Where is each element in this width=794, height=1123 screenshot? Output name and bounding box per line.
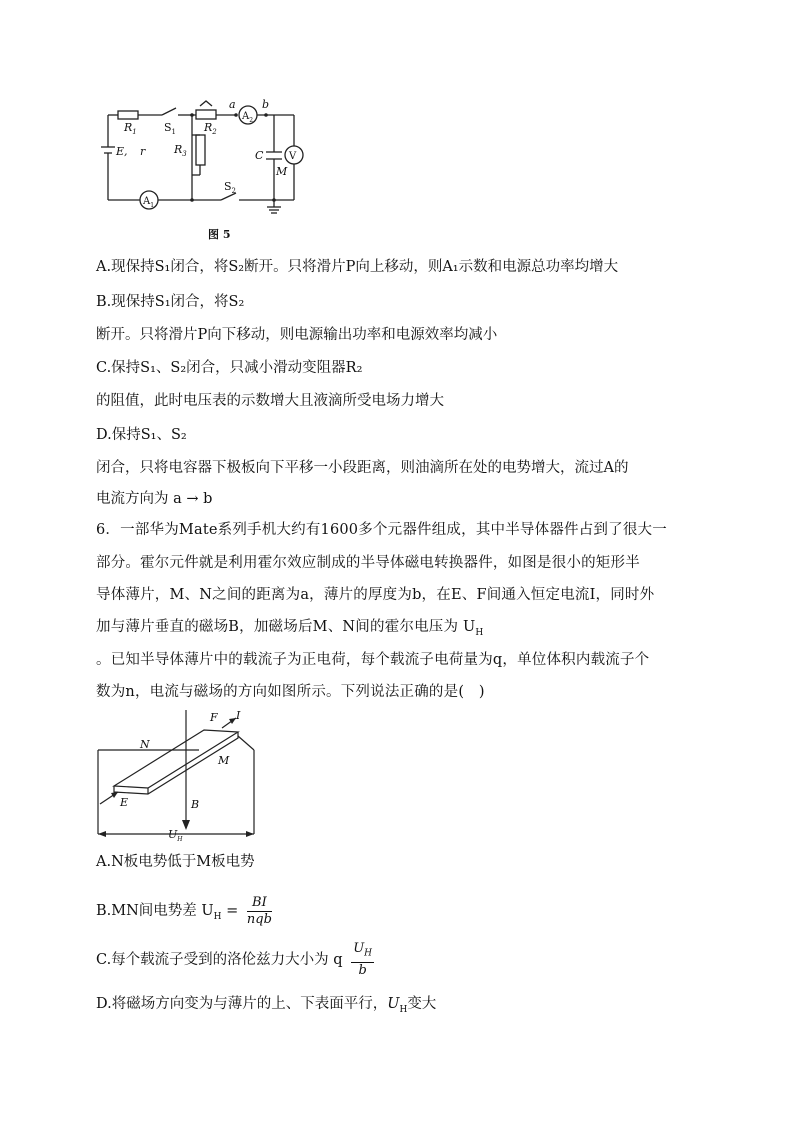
label-s2: $S_2$	[224, 180, 237, 195]
label-e2: E	[120, 796, 129, 809]
option-6c: C.每个载流子受到的洛伦兹力大小为 q $\frac{U_H}{b}$	[96, 941, 373, 978]
label-n: N	[140, 738, 150, 751]
label-i: I	[236, 709, 241, 722]
label-r2: $R_2$	[204, 121, 217, 136]
option-5d-line3: 电流方向为 a → b	[96, 491, 213, 507]
label-b: B	[191, 798, 200, 811]
option-5a: A.现保持S₁闭合，将S₂断开。只将滑片P向上移动，则A₁示数和电源总功率均增大	[96, 259, 619, 275]
option-5b-line1: B.现保持S₁闭合，将S₂	[96, 294, 245, 310]
q6-line5: 。已知半导体薄片中的载流子为正电荷，每个载流子电荷量为q，单位体积内载流子个	[96, 652, 650, 668]
label-a: a	[229, 98, 236, 111]
option-5b-line2: 断开。只将滑片P向下移动，则电源输出功率和电源效率均减小	[96, 327, 498, 343]
label-m: M	[276, 165, 288, 178]
label-m2: M	[218, 754, 230, 767]
label-e: E,	[116, 145, 128, 158]
option-5c-line2: 的阻值，此时电压表的示数增大且液滴所受电场力增大	[96, 393, 444, 409]
figure-caption: 图 5	[208, 228, 231, 241]
q6-line2: 部分。霍尔元件就是利用霍尔效应制成的半导体磁电转换器件，如图是很小的矩形半	[96, 555, 640, 571]
q6-line4: 加与薄片垂直的磁场B，加磁场后M、N间的霍尔电压为 $U_H$	[96, 619, 484, 638]
option-6b: B.MN间电势差 $U_H$ = $\frac{BI}{\text{nqb}}$	[96, 894, 272, 927]
option-6d: D.将磁场方向变为与薄片的上、下表面平行，$U_H$变大	[96, 996, 437, 1015]
label-a2: $A_2$	[242, 111, 254, 124]
option-5d-line1: D.保持S₁、S₂	[96, 427, 187, 443]
circuit-figure	[96, 95, 306, 243]
q6-line1: 6．一部华为Mate系列手机大约有1600多个元器件组成，其中半导体器件占到了很大一	[96, 522, 667, 538]
q6-line6: 数为n，电流与磁场的方向如图所示。下列说法正确的是( )	[96, 684, 485, 700]
label-c: C	[255, 149, 264, 162]
option-5c-line1: C.保持S₁、S₂闭合，只减小滑动变阻器R₂	[96, 360, 363, 376]
hall-element-figure	[94, 708, 262, 848]
label-v: V	[289, 151, 297, 162]
label-r3: $R_3$	[174, 143, 187, 158]
fraction-uh-b: $\frac{U_H}{b}$	[353, 941, 373, 978]
q6-line3: 导体薄片，M、N之间的距离为a，薄片的厚度为b，在E、F间通入恒定电流I，同时外	[96, 587, 655, 603]
option-5d-line2: 闭合，只将电容器下极板向下平移一小段距离，则油滴所在处的电势增大，流过A的	[96, 460, 629, 476]
option-6a: A.N板电势低于M板电势	[96, 854, 255, 870]
label-uh: $U_H$	[168, 828, 183, 843]
label-a1: $A_1$	[143, 196, 155, 209]
label-f: F	[210, 711, 218, 724]
label-s1: $S_1$	[164, 121, 177, 136]
label-r1: $R_1$	[124, 121, 137, 136]
label-b: b	[262, 98, 270, 111]
label-r: r	[140, 145, 146, 158]
fraction-bi-nqb: $\frac{BI}{\text{nqb}}$	[246, 894, 272, 927]
